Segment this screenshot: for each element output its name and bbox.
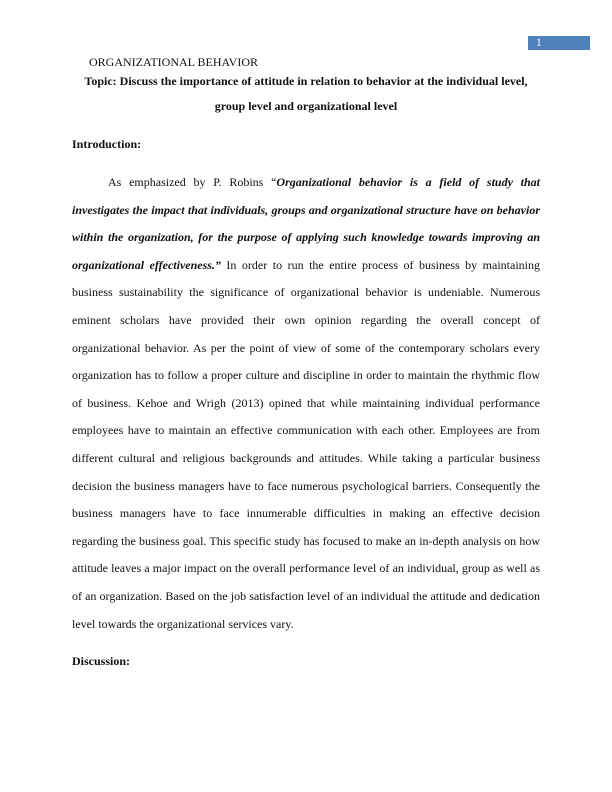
body-text: decision the business managers have to face numerous psychological barriers. Consequently the [72, 478, 540, 493]
paragraph-line [72, 451, 540, 466]
paragraph-line [72, 534, 540, 549]
paragraph-line [72, 341, 540, 356]
paragraph-line [72, 368, 540, 383]
body-text: level towards the organizational services vary. [72, 616, 294, 631]
paragraph-line [72, 589, 540, 604]
body-text: of business. Kehoe and Wrigh (2013) opined that while maintaining individual performance [72, 395, 540, 410]
quote-text: Organizational behavior is a field of study that [276, 175, 541, 189]
body-text: business managers have to face innumerable difficulties in making an effective decision [72, 506, 540, 521]
body-text: business sustainability the significance of organizational behavior is undeniable. Numerous [72, 285, 540, 300]
paragraph-line [72, 396, 540, 411]
body-text: organization has to follow a proper culture and discipline in order to maintain the rhythmic flow [72, 368, 540, 383]
paragraph-line [72, 285, 540, 300]
paragraph-line [72, 617, 540, 632]
quote-text: within the organization, for the purpose of applying such knowledge towards improving an [72, 230, 540, 245]
running-head: ORGANIZATIONAL BEHAVIOR [89, 55, 258, 69]
quote-text: investigates the impact that individuals, groups and organizational structure have on behavior [72, 202, 540, 217]
body-text: In order to run the entire process of business by maintaining [220, 257, 540, 272]
title-line-2: group level and organizational level [214, 99, 398, 113]
paragraph-line [72, 258, 540, 273]
body-text: of an organization. Based on the job satisfaction level of an individual the attitude and dedication [72, 589, 540, 603]
quote-text: organizational effectiveness.” [72, 257, 221, 272]
body-text: attitude leaves a major impact on the overall performance level of an individual, group as well as [72, 561, 540, 576]
body-text: As emphasized by P. Robins “ [108, 175, 277, 189]
body-text: different cultural and religious backgrounds and attitudes. While taking a particular business [72, 451, 540, 465]
page-number: 1 [528, 36, 590, 50]
paragraph-line [72, 479, 540, 494]
paragraph-line [72, 230, 540, 245]
introduction-heading: Introduction: [72, 137, 142, 151]
body-text: regarding the business goal. This specific study has focused to make an in-depth analysis on how [72, 533, 540, 548]
title-line-1: Topic: Discuss the importance of attitude in relation to behavior at the individual level, [84, 74, 528, 88]
paragraph-line [72, 313, 540, 328]
discussion-heading: Discussion: [72, 654, 131, 668]
paragraph-line [72, 175, 540, 190]
paragraph-line [72, 203, 540, 218]
paragraph-line [72, 561, 540, 576]
body-text: employees have to maintain an effective communication with each other. Employees are from [72, 423, 540, 438]
paragraph-line [72, 423, 540, 438]
body-text: organizational behavior. As per the point of view of some of the contemporary scholars every [72, 340, 540, 355]
body-text: eminent scholars have provided their own opinion regarding the overall concept of [72, 313, 540, 327]
paragraph-line [72, 506, 540, 521]
